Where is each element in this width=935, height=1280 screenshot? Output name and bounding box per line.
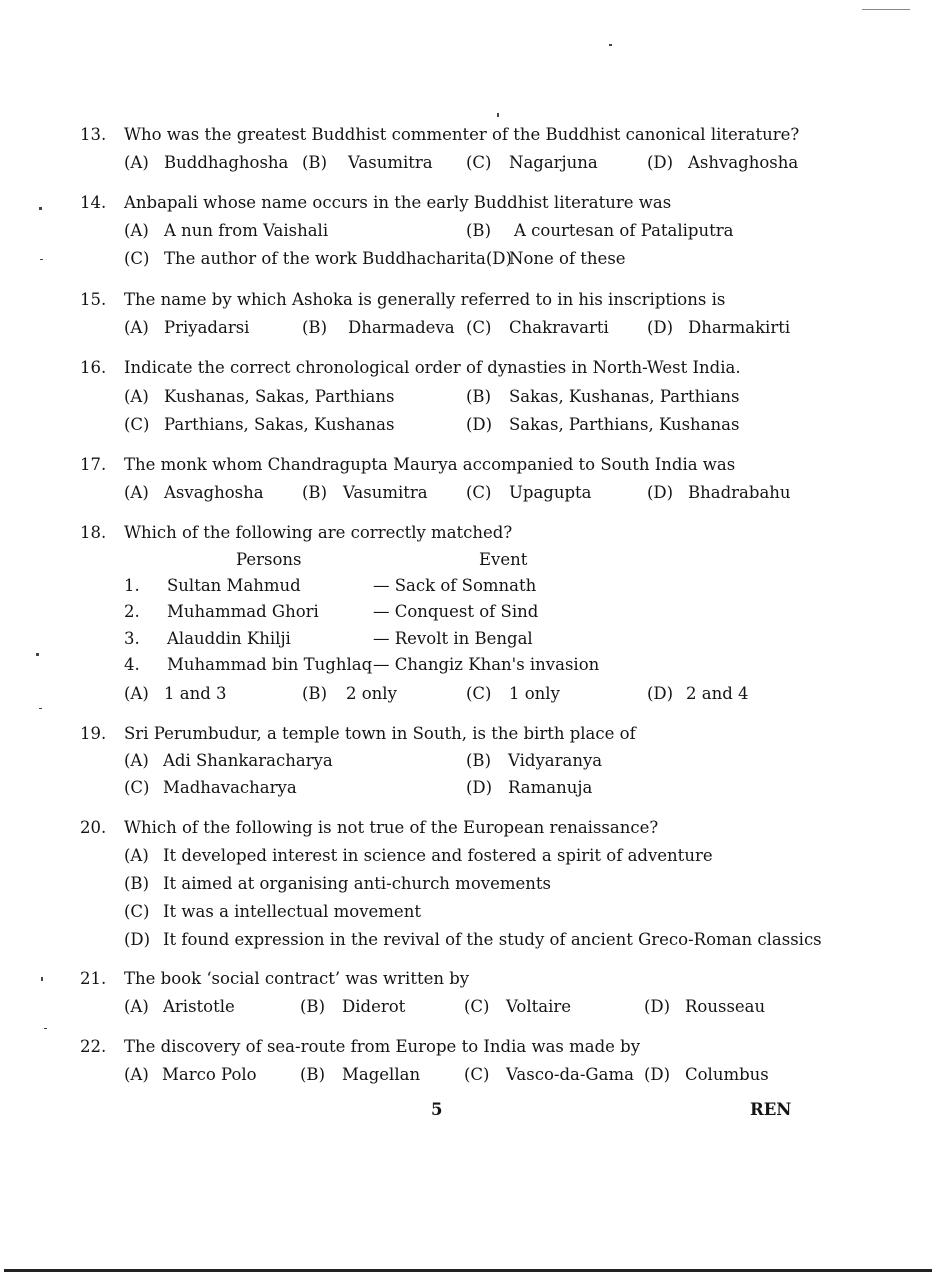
option-label: (B) [302, 318, 327, 337]
option-c: Madhavacharya [163, 778, 297, 797]
option-label: (C) [466, 483, 492, 502]
option-b: Magellan [342, 1065, 421, 1084]
option-c: Upagupta [509, 483, 592, 502]
question-text: Who was the greatest Buddhist commenter of the Buddhist canonical literature? [124, 125, 800, 144]
option-label: (A) [124, 684, 149, 703]
page-number: 5 [431, 1100, 443, 1119]
option-label: (D) [124, 930, 151, 949]
option-d: None of these [509, 249, 626, 268]
option-label: (C) [124, 902, 150, 921]
option-a: Priyadarsi [164, 318, 250, 337]
option-a: Kushanas, Sakas, Parthians [164, 387, 395, 406]
option-a: Buddhaghosha [164, 153, 289, 172]
match-row-person: Muhammad Ghori [167, 602, 319, 621]
option-label: (C) [124, 778, 150, 797]
option-label: (C) [124, 249, 150, 268]
option-label: (B) [302, 153, 327, 172]
option-label: (B) [300, 997, 325, 1016]
option-label: (A) [124, 221, 149, 240]
option-b: Sakas, Kushanas, Parthians [509, 387, 740, 406]
option-a: Asvaghosha [164, 483, 264, 502]
option-label: (D) [647, 153, 674, 172]
option-b: Vasumitra [348, 153, 433, 172]
option-label: (B) [124, 874, 149, 893]
option-c: Parthians, Sakas, Kushanas [164, 415, 395, 434]
option-c: The author of the work Buddhacharita(D) [164, 249, 512, 268]
option-label: (B) [466, 751, 491, 770]
option-label: (D) [644, 997, 671, 1016]
option-label: (D) [644, 1065, 671, 1084]
option-label: (D) [466, 778, 493, 797]
option-d: Rousseau [685, 997, 766, 1016]
match-row-event: — Revolt in Bengal [373, 629, 533, 648]
question-number: 22. [80, 1037, 107, 1056]
option-c: It was a intellectual movement [163, 902, 421, 921]
option-b: A courtesan of Pataliputra [514, 221, 734, 240]
margin-mark [40, 259, 43, 260]
match-row-number: 3. [124, 629, 140, 648]
option-a: 1 and 3 [164, 684, 227, 703]
option-label: (A) [124, 997, 149, 1016]
option-label: (C) [466, 684, 492, 703]
option-label: (B) [466, 387, 491, 406]
option-c: 1 only [509, 684, 560, 703]
margin-mark [36, 653, 39, 656]
option-b: Dharmadeva [348, 318, 455, 337]
match-row-event: — Conquest of Sind [373, 602, 539, 621]
option-label: (A) [124, 1065, 149, 1084]
option-label: (C) [124, 415, 150, 434]
question-text: The name by which Ashoka is generally referred to in his inscriptions is [124, 290, 726, 309]
match-row-person: Muhammad bin Tughlaq [167, 655, 373, 674]
margin-mark [39, 207, 42, 210]
match-row-number: 4. [124, 655, 140, 674]
match-row-event: — Sack of Somnath [373, 576, 537, 595]
question-text: The book ‘social contract’ was written by [124, 969, 470, 988]
match-row-event: — Changiz Khan's invasion [373, 655, 600, 674]
option-label: (A) [124, 387, 149, 406]
question-number: 16. [80, 358, 107, 377]
match-row-number: 1. [124, 576, 140, 595]
option-b: Vidyaranya [508, 751, 603, 770]
option-label: (B) [302, 684, 327, 703]
option-label: (B) [300, 1065, 325, 1084]
option-d: Ashvaghosha [688, 153, 799, 172]
margin-mark [39, 708, 42, 709]
option-label: (C) [464, 997, 490, 1016]
question-number: 15. [80, 290, 107, 309]
option-b: 2 only [346, 684, 397, 703]
scan-speck [609, 44, 612, 46]
top-scan-line [862, 9, 910, 10]
match-row-person: Sultan Mahmud [167, 576, 301, 595]
option-a: Marco Polo [162, 1065, 257, 1084]
option-a: A nun from Vaishali [164, 221, 329, 240]
question-text: Which of the following is not true of the European renaissance? [124, 818, 659, 837]
question-text: The monk whom Chandragupta Maurya accompanied to South India was [124, 455, 736, 474]
option-d: Columbus [685, 1065, 769, 1084]
match-row-person: Alauddin Khilji [167, 629, 291, 648]
question-text: Which of the following are correctly matched? [124, 523, 513, 542]
option-d: Dharmakirti [688, 318, 791, 337]
margin-mark [41, 977, 43, 981]
question-number: 13. [80, 125, 107, 144]
option-c: Vasco-da-Gama [506, 1065, 634, 1084]
option-b: It aimed at organising anti-church movements [163, 874, 551, 893]
column-header-event: Event [479, 550, 528, 569]
option-b: Vasumitra [343, 483, 428, 502]
question-number: 14. [80, 193, 107, 212]
match-row-number: 2. [124, 602, 140, 621]
option-b: Diderot [342, 997, 406, 1016]
option-c: Nagarjuna [509, 153, 598, 172]
option-c: Voltaire [506, 997, 572, 1016]
option-label: (D) [647, 684, 674, 703]
option-a: Adi Shankaracharya [163, 751, 333, 770]
question-number: 21. [80, 969, 107, 988]
option-d: Bhadrabahu [688, 483, 791, 502]
bottom-scan-line [4, 1269, 932, 1272]
option-d: Sakas, Parthians, Kushanas [509, 415, 740, 434]
option-a: Aristotle [163, 997, 235, 1016]
option-label: (A) [124, 318, 149, 337]
question-number: 18. [80, 523, 107, 542]
option-label: (A) [124, 751, 149, 770]
option-d: 2 and 4 [686, 684, 749, 703]
option-label: (B) [466, 221, 491, 240]
column-header-persons: Persons [236, 550, 302, 569]
scan-speck [497, 113, 499, 117]
option-label: (A) [124, 483, 149, 502]
option-d: It found expression in the revival of the study of ancient Greco-Roman classics [163, 930, 822, 949]
option-label: (C) [466, 153, 492, 172]
option-label: (D) [466, 415, 493, 434]
option-a: It developed interest in science and fostered a spirit of adventure [163, 846, 713, 865]
option-label: (D) [647, 318, 674, 337]
option-c: Chakravarti [509, 318, 609, 337]
option-label: (A) [124, 846, 149, 865]
option-label: (D) [647, 483, 674, 502]
question-number: 20. [80, 818, 107, 837]
option-label: (C) [466, 318, 492, 337]
option-label: (C) [464, 1065, 490, 1084]
option-d: Ramanuja [508, 778, 593, 797]
option-label: (B) [302, 483, 327, 502]
question-text: Anbapali whose name occurs in the early Buddhist literature was [124, 193, 672, 212]
option-label: (A) [124, 153, 149, 172]
question-number: 19. [80, 724, 107, 743]
question-text: Sri Perumbudur, a temple town in South, is the birth place of [124, 724, 636, 743]
booklet-code: REN [750, 1100, 792, 1119]
question-text: Indicate the correct chronological order of dynasties in North-West India. [124, 358, 741, 377]
question-text: The discovery of sea-route from Europe to India was made by [124, 1037, 641, 1056]
margin-mark [44, 1028, 47, 1029]
question-number: 17. [80, 455, 107, 474]
